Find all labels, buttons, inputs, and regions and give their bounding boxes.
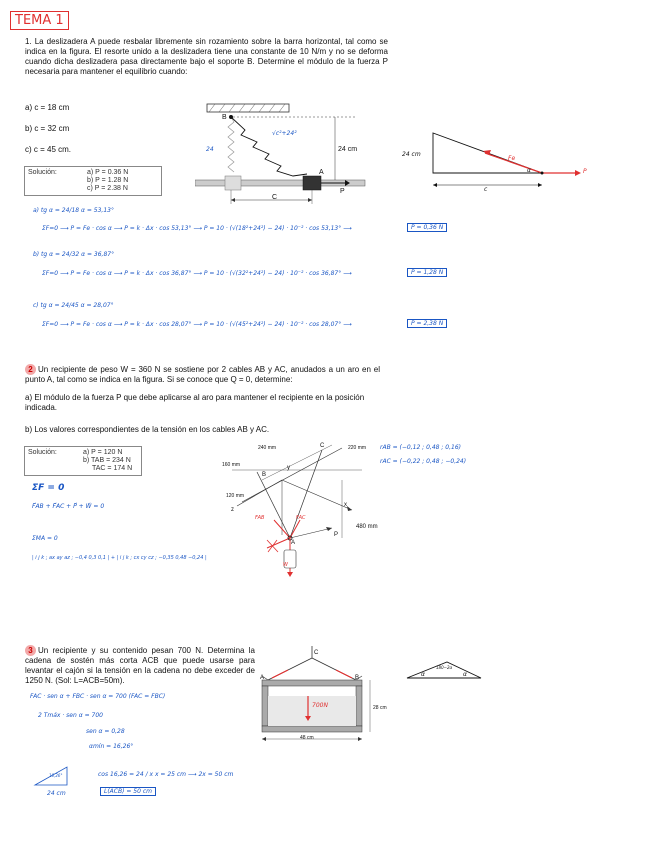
problem-2-text: Un recipiente de peso W = 360 N se sostiene por 2 cables AB y AC, anudados a un aro en el punto A, tal como se indica en la figura. Si se conoce que Q = 0, determine: (25, 365, 380, 384)
problem-2-statement (25, 364, 380, 385)
fig3-700: 700N (312, 702, 328, 709)
fig2-z: z (231, 507, 234, 513)
fig2-160: 160 mm (222, 462, 241, 468)
p3-work-2: 2 Tmáx · sen α = 700 (38, 712, 103, 719)
problem-2-qa: a) El módulo de la fuerza P que debe aplicarse al aro para mantener el recipiente en la posición indicada. (25, 393, 365, 412)
triangle-sketch-3 (405, 658, 485, 684)
fig1-hw-hyp: √c²+24² (272, 130, 297, 137)
fig3-48: 48 cm (300, 735, 314, 741)
fig2-x: x (344, 502, 347, 508)
fig3-A: A (260, 675, 265, 681)
p3-work-1: FAC · sen α + FBC · sen α = 700 (FAC = FBC) (30, 693, 166, 700)
p3-work-3: sen α = 0,28 (86, 728, 125, 735)
work-a-1: a) tg α = 24/18 α = 53,13° (33, 207, 114, 214)
fig1-label-C: C (272, 194, 278, 201)
solution-b: b) P = 1.28 N (87, 177, 129, 184)
page-title-text: TEMA 1 (15, 13, 64, 28)
p2-work-1: ΣF = 0 (32, 483, 65, 493)
fig2-P: P (334, 532, 339, 538)
tri3-alpha-right: α (463, 671, 467, 678)
answer-c: P = 2,38 N (407, 319, 447, 328)
solution-2-c: TAC = 174 N (92, 465, 133, 472)
tri1-P: P (583, 168, 587, 175)
fig3-B: B (355, 675, 360, 681)
tri3-top-angle: 180−2α (436, 665, 453, 670)
cable-3d-figure (222, 440, 382, 580)
tri1-alpha: α (527, 167, 531, 174)
p3-sketch-angle: 16,26° (49, 773, 63, 778)
work-b-1: b) tg α = 24/32 α = 36,87° (33, 251, 115, 258)
solution-2-label: Solución: (28, 449, 57, 456)
solution-box-1 (24, 166, 162, 196)
case-a: a) c = 18 cm (25, 103, 70, 112)
case-c: c) c = 45 cm. (25, 145, 72, 154)
tri1-c: c (484, 186, 488, 193)
fig1-label-P: P (340, 188, 345, 195)
problem-2-qb: b) Los valores correspondientes de la tensión en los cables AB y AC. (25, 425, 270, 434)
fig1-label-B: B (222, 114, 227, 121)
p2-r-ac: rAC = (−0,22 ; 0,48 ; −0,24) (380, 458, 467, 465)
fig2-480: 480 mm (356, 524, 378, 530)
problem-2-number: 2 (25, 364, 36, 375)
tri3-alpha-left: α (421, 671, 425, 678)
tri1-Fe: Fe (508, 155, 516, 162)
solution-2-a: a) P = 120 N (83, 449, 123, 456)
problem-1-statement: 1. La deslizadera A puede resbalar libremente sin rozamiento sobre la barra horizontal, tal como se indica en la figura. El resorte unido a la deslizadera tiene una constante de 10 N/m y no se deforma cuando dicha deslizadera pasa directamente bajo el soporte B. Determine el módulo de la fuerza P necesaria para mantener el equilibrio cuando: (25, 37, 388, 76)
p3-sketch-24: 24 cm (47, 790, 66, 797)
p2-work-2: F⃗AB + F⃗AC + P⃗ + W⃗ = 0 (32, 503, 105, 510)
fig3-C: C (314, 650, 319, 656)
fig2-C: C (320, 443, 325, 449)
p2-r-ab: rAB = (−0,12 ; 0,48 ; 0,16) (380, 444, 461, 451)
work-c-2: ΣF=0 ⟶ P = Fe · cos α ⟶ P = k · Δx · cos 28,07° ⟶ P = 10 · (√(45²+24²) − 24) · 10⁻² · cos 28,07° ⟶ (42, 321, 352, 328)
fig3-28: 28 cm (373, 705, 387, 711)
p3-answer: L(ACB) = 50 cm (100, 787, 156, 796)
p3-work-5: cos 16,26 = 24 / x x = 25 cm ⟶ 2x = 50 cm (98, 771, 234, 778)
solution-label: Solución: (28, 169, 57, 176)
fig2-240: 240 mm (258, 445, 277, 451)
fig1-hw-24: 24 (206, 146, 214, 153)
answer-a: P = 0,36 N (407, 223, 447, 232)
problem-3-text: Un recipiente y su contenido pesan 700 N. Determina la cadena de sostén más corta ACB que puede usarse para levantar el cajón si la tensión en la cadena no debe exceder de 1250 N. (Sol: L=ACB=50m). (25, 646, 255, 685)
fig2-FAC: FAC (296, 515, 306, 521)
fig2-B: B (262, 472, 267, 478)
fig2-y: y (287, 465, 290, 471)
fig2-A: A (291, 540, 296, 546)
problem-3-statement (25, 645, 255, 686)
tri1-24: 24 cm (402, 151, 421, 158)
work-a-2: ΣF=0 ⟶ P = Fe · cos α ⟶ P = k · Δx · cos 53,13° ⟶ P = 10 · (√(18²+24²) − 24) · 10⁻² · cos 53,13° ⟶ (42, 225, 352, 232)
p2-work-3: ΣMA = 0 (32, 535, 58, 542)
solution-2-b: b) TAB = 234 N (83, 457, 131, 464)
fig2-W: W (283, 562, 288, 568)
solution-c: c) P = 2.38 N (87, 185, 128, 192)
page-title (10, 11, 69, 30)
fig1-label-24cm: 24 cm (338, 146, 358, 153)
p3-work-4: αmín = 16,26° (89, 743, 134, 750)
work-b-2: ΣF=0 ⟶ P = Fe · cos α ⟶ P = k · Δx · cos 36,87° ⟶ P = 10 · (√(32²+24²) − 24) · 10⁻² · cos 36,87° ⟶ (42, 270, 352, 277)
fig2-120: 120 mm (226, 493, 245, 499)
problem-3-number: 3 (25, 645, 36, 656)
fig2-220: 220 mm (348, 445, 367, 451)
work-c-1: c) tg α = 24/45 α = 28,07° (33, 302, 114, 309)
solution-a: a) P = 0.36 N (87, 169, 129, 176)
p2-work-4: | i j k ; ax ay az ; −0,4 0,3 0,1 | + | i j k ; cx cy cz ; −0,35 0,48 −0,24 | (32, 555, 207, 561)
fig1-label-A: A (319, 169, 324, 176)
solution-box-2 (24, 446, 142, 476)
case-b: b) c = 32 cm (25, 124, 70, 133)
answer-b: P = 1,28 N (407, 268, 447, 277)
triangle-sketch-1 (415, 125, 590, 195)
fig2-FAB: FAB (255, 515, 265, 521)
